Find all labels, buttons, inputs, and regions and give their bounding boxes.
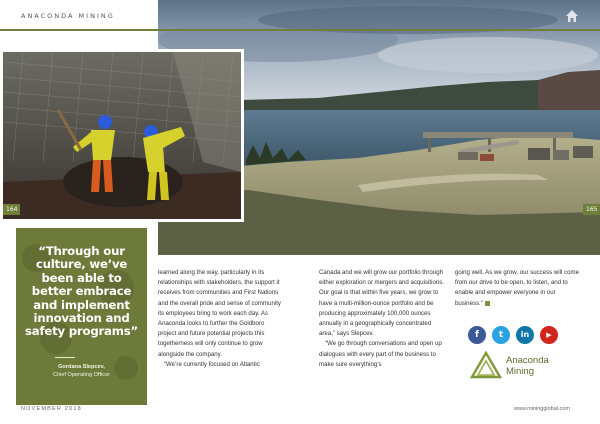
header-divider: [0, 29, 600, 31]
quote-attribution-role: Chief Operating Officer: [52, 372, 111, 378]
pull-quote-text: “Through our culture, we’ve been able to better embrace and implement innovation and safety programs”: [25, 244, 138, 339]
paragraph: Canada and we will grow our portfolio through either exploration or mergers and acquisitions. Our goal is that within five years, we grow to have a multi-million-ounce portfolio and be producing approximately 100,000 ounces annually in a geographically concentrated area,” says Slepcev.: [319, 269, 444, 338]
youtube-icon[interactable]: ▶: [540, 326, 558, 344]
linkedin-icon[interactable]: in: [516, 326, 534, 344]
home-icon[interactable]: [565, 9, 579, 23]
facebook-icon[interactable]: f: [468, 326, 486, 344]
body-column-1: [158, 268, 283, 370]
body-column-2: [319, 268, 444, 370]
paragraph: going well. As we grow, our success will come from our drive to be open, to listen, and to enable and empower everyone in our business.”: [455, 269, 579, 307]
page-number-right: 165: [583, 204, 600, 215]
company-logo-text: [506, 355, 549, 377]
paragraph: “We’re currently focused on Atlantic: [164, 360, 260, 368]
footer-issue-date: NOVEMBER 2018: [21, 406, 82, 412]
logo-line-2: Mining: [506, 366, 534, 377]
quote-attribution-name: Gordana Slepcev,: [58, 364, 105, 370]
quote-divider: [55, 357, 75, 358]
body-column-3: [455, 268, 585, 309]
page-number-left: 164: [3, 204, 20, 215]
pull-quote-box: [16, 228, 147, 405]
paragraph: “We go through conversations and open up dialogues with every part of the business to make sure everything’s: [319, 340, 442, 368]
paragraph: learned along the way, particularly in its relationships with stakeholders, the support it receives from communities and First Nations and the overall pride and sense of community its employees bring to work each day. As Anaconda looks to further the Goldboro project and future potential projects this togetherness will only continue to grow alongside the company.: [158, 269, 281, 358]
miners-photo: [0, 49, 244, 222]
footer-website-link[interactable]: www.miningglobal.com: [514, 406, 570, 412]
anaconda-logo-icon: [470, 351, 502, 379]
end-mark-icon: [485, 301, 490, 306]
magazine-brand: ANACONDA MINING: [21, 12, 115, 20]
logo-line-1: Anaconda: [506, 355, 549, 366]
twitter-icon[interactable]: t: [492, 326, 510, 344]
